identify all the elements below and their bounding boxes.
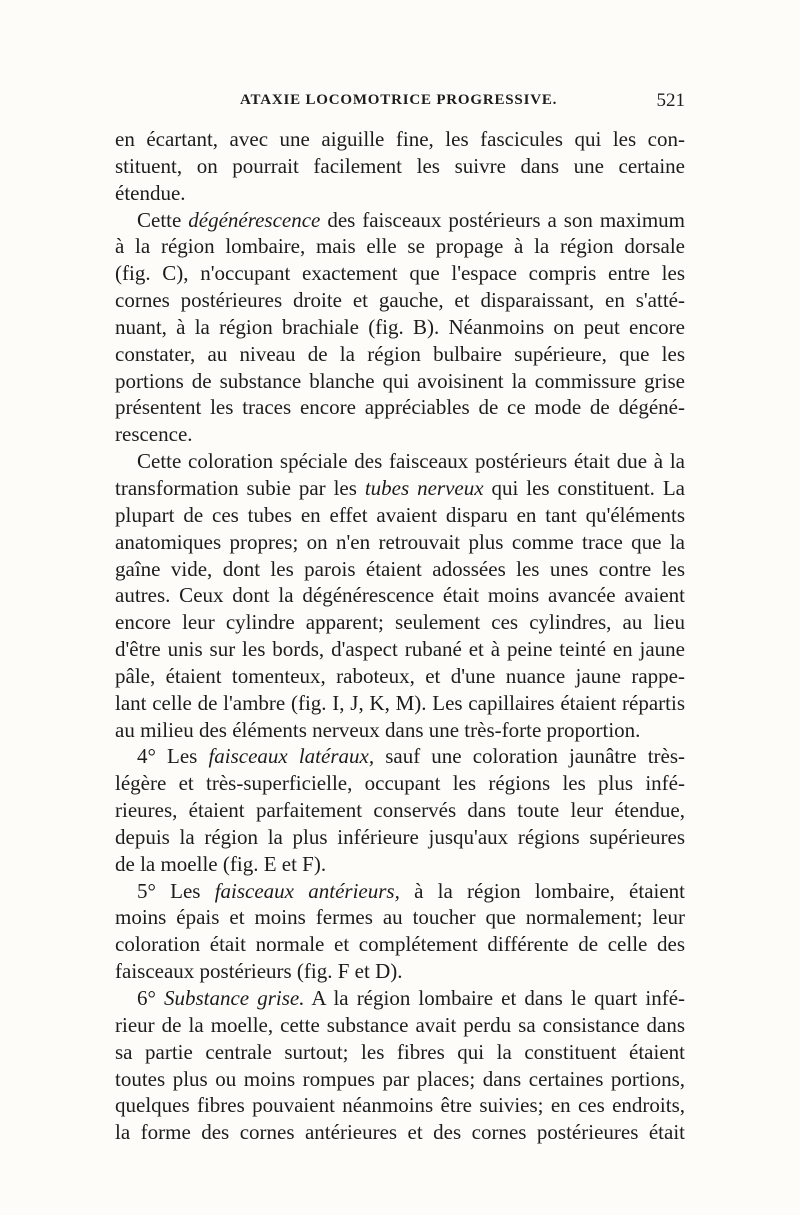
text-line: transformation subie par les tubes nerveux qui les constituent. La [115, 475, 685, 500]
italic-term: tubes nerveux [364, 475, 484, 500]
italic-term: dégénérescence [188, 207, 321, 232]
page-number: 521 [656, 90, 685, 111]
text-line: constater, au niveau de la région bulbaire supérieure, que les [115, 341, 685, 366]
text-line: autres. Ceux dont la dégénérescence était moins avancée avaient [115, 583, 685, 608]
text-line: 6° Substance grise. A la région lombaire et dans le quart infé- [137, 986, 686, 1010]
text-line: faisceaux postérieurs (fig. F et D). [115, 959, 403, 984]
text-line: sa partie centrale surtout; les fibres qui la constituent étaient [115, 1039, 685, 1064]
italic-term: faisceaux latéraux, [208, 744, 375, 769]
text-line: toutes plus ou moins rompues par places; dans certaines portions, [115, 1066, 685, 1091]
text-line: de la moelle (fig. E et F). [115, 851, 327, 876]
text-line: cornes postérieures droite et gauche, et disparaissant, en s'atté- [115, 288, 685, 313]
italic-term: Substance grise. [163, 986, 305, 1010]
body-text [115, 126, 685, 1146]
text-line: quelques fibres pouvaient néanmoins être suivies; en ces endroits, [115, 1093, 685, 1118]
text-line: au milieu des éléments nerveux dans une très-forte proportion. [115, 717, 641, 742]
running-title: ATAXIE LOCOMOTRICE PROGRESSIVE. [240, 92, 558, 108]
text-line: stituent, on pourrait facilement les suivre dans une certaine [115, 153, 685, 178]
text-line: moins épais et moins fermes au toucher que normalement; leur [115, 905, 685, 930]
text-line: étendue. [115, 180, 186, 205]
text-line: coloration était normale et complétement différente de celle des [115, 932, 685, 957]
text-line: d'être unis sur les bords, d'aspect rubané et à peine teinté en jaune [115, 637, 685, 662]
text-line: rieures, étaient parfaitement conservés dans toute leur étendue, [115, 798, 685, 823]
text-line: la forme des cornes antérieures et des cornes postérieures était [115, 1120, 685, 1145]
text-line: depuis la région la plus inférieure jusqu'aux régions supérieures [115, 824, 685, 849]
text-line: encore leur cylindre apparent; seulement ces cylindres, au lieu [115, 610, 685, 635]
text-line: en écartant, avec une aiguille fine, les fascicules qui les con- [115, 127, 685, 151]
text-line: Cette coloration spéciale des faisceaux postérieurs était due à la [137, 449, 685, 474]
text-line: rieur de la moelle, cette substance avait perdu sa consistance dans [115, 1012, 685, 1037]
text-line: Cette dégénérescence des faisceaux postérieurs a son maximum [137, 207, 685, 232]
text-line: nuant, à la région brachiale (fig. B). Néanmoins on peut encore [115, 314, 685, 339]
page-header [115, 92, 685, 118]
text-line: gaîne vide, dont les parois étaient adossées les unes contre les [115, 556, 685, 581]
text-line: légère et très-superficielle, occupant les régions les plus infé- [115, 771, 685, 796]
text-line: plupart de ces tubes en effet avaient disparu en tant qu'éléments [115, 502, 685, 527]
text-line: 4° Les faisceaux latéraux, sauf une coloration jaunâtre très- [137, 744, 686, 769]
text-line: anatomiques propres; on n'en retrouvait plus comme trace que la [115, 529, 685, 554]
text-line: lant celle de l'ambre (fig. I, J, K, M). Les capillaires étaient répartis [115, 690, 685, 715]
italic-term: faisceaux antérieurs, [214, 878, 400, 903]
text-line: présentent les traces encore appréciables de ce mode de dégéné- [115, 395, 685, 420]
text-line: 5° Les faisceaux antérieurs, à la région lombaire, étaient [137, 878, 685, 903]
text-line: à la région lombaire, mais elle se propage à la région dorsale [115, 234, 685, 259]
text-line: portions de substance blanche qui avoisinent la commissure grise [115, 368, 685, 393]
text-line: pâle, étaient tomenteux, raboteux, et d'une nuance jaune rappe- [115, 663, 685, 688]
text-line: rescence. [115, 422, 193, 447]
text-line: (fig. C), n'occupant exactement que l'espace compris entre les [115, 261, 685, 286]
